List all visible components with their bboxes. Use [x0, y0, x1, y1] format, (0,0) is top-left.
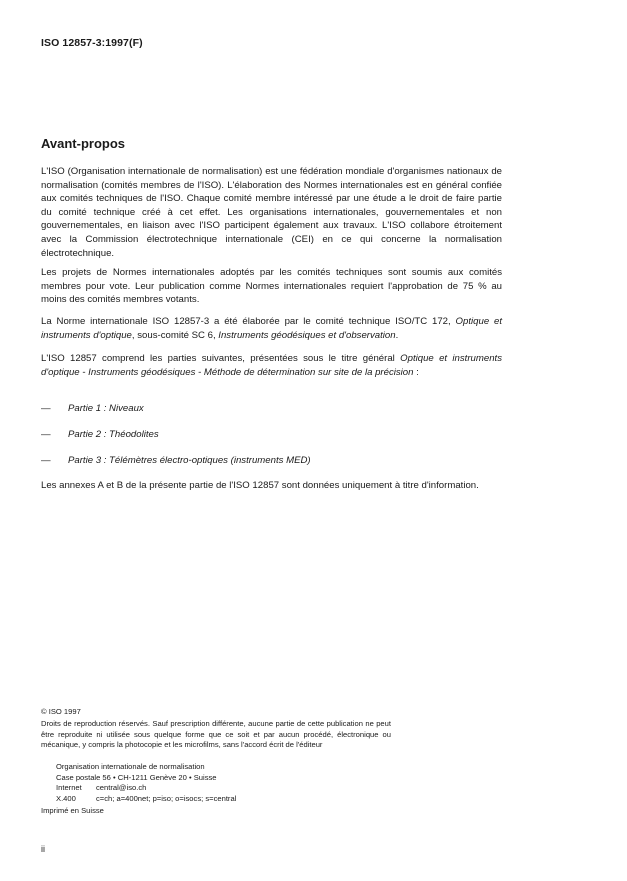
committee-paragraph: La Norme internationale ISO 12857-3 a été élaborée par le comité technique ISO/TC 172, Optique et instruments d'optique, sous-comité SC 6, Instruments géodésiques et d'observation. [41, 316, 502, 341]
annexes-paragraph: Les annexes A et B de la présente partie de l'ISO 12857 sont données uniquement à titre d'information. [41, 480, 479, 491]
subcommittee-name: Instruments géodésiques et d'observation [218, 329, 396, 341]
internet-label: Internet [56, 783, 82, 792]
parts-intro-paragraph: L'ISO 12857 comprend les parties suivantes, présentées sous le titre général Optique et instruments d'optique - Instruments géodésiques - Méthode de détermination sur site de la précision : [41, 353, 503, 378]
list-dash: — [41, 429, 51, 440]
subcommittee-text: , sous-comité SC 6, [131, 329, 216, 341]
printed-in: Imprimé en Suisse [41, 806, 104, 815]
organisation-name: Organisation internationale de normalisation [56, 762, 205, 771]
postal-address: Case postale 56 • CH-1211 Genève 20 • Suisse [56, 772, 217, 782]
section-title: Avant-propos [41, 136, 126, 151]
page-number: ii [41, 844, 45, 854]
list-dash: — [41, 403, 51, 414]
list-item [41, 454, 311, 468]
list-item [41, 428, 159, 442]
parts-intro-text: L'ISO 12857 comprend les parties suivantes, présentées sous le titre général [41, 353, 395, 364]
rights-statement: Droits de reproduction réservés. Sauf prescription différente, aucune partie de cette publication ne peut être reproduite ni utilisée sous quelque forme que ce soit et par aucun procédé, électronique ou mécanique, y compris la photocopie et les microfilms, sans l'accord écrit de l'éditeur [41, 719, 391, 749]
x400-line [56, 794, 236, 805]
part-label: Partie 3 : Télémètres électro-optiques (instruments MED) [68, 455, 311, 466]
publisher-address [56, 762, 236, 804]
committee-name: Optique et instruments d'optique [41, 316, 502, 341]
x400-label: X.400 [56, 793, 76, 803]
list-dash: — [41, 455, 51, 466]
general-title: Optique et instruments d'optique - Instruments géodésiques - Méthode de détermination sur site de la précision [41, 353, 503, 378]
voting-paragraph: Les projets de Normes internationales adoptés par les comités techniques sont soumis aux comités membres pour vote. Leur publication comme Normes internationales requiert l'approbation de 75 % au moins des comités membres votants. [41, 267, 502, 306]
list-item [41, 402, 144, 416]
committee-text: La Norme internationale ISO 12857-3 a été élaborée par le comité technique ISO/TC 172, [41, 316, 451, 327]
part-label: Partie 2 : Théodolites [68, 429, 159, 440]
x400-value: c=ch; a=400net; p=iso; o=isocs; s=central [96, 793, 237, 803]
part-label: Partie 1 : Niveaux [68, 403, 144, 414]
document-identifier: ISO 12857-3:1997(F) [41, 37, 143, 49]
copyright-notice: © ISO 1997 [41, 707, 81, 716]
intro-paragraph: L'ISO (Organisation internationale de normalisation) est une fédération mondiale d'organismes nationaux de normalisation (comités membres de l'ISO). L'élaboration des Normes internationales est en général confiée aux comités techniques de l'ISO. Chaque comité membre intéressé par une étude a le droit de faire partie du comité technique créé à cet effet. Les organisations internationales, gouvernementales et non gouvernementales, en liaison avec l'ISO participent également aux travaux. L'ISO collabore étroitement avec la Commission électrotechnique internationale (CEI) en ce qui concerne la normalisation électrotechnique. [41, 166, 502, 259]
internet-line [56, 783, 236, 794]
internet-value: central@iso.ch [96, 783, 147, 792]
